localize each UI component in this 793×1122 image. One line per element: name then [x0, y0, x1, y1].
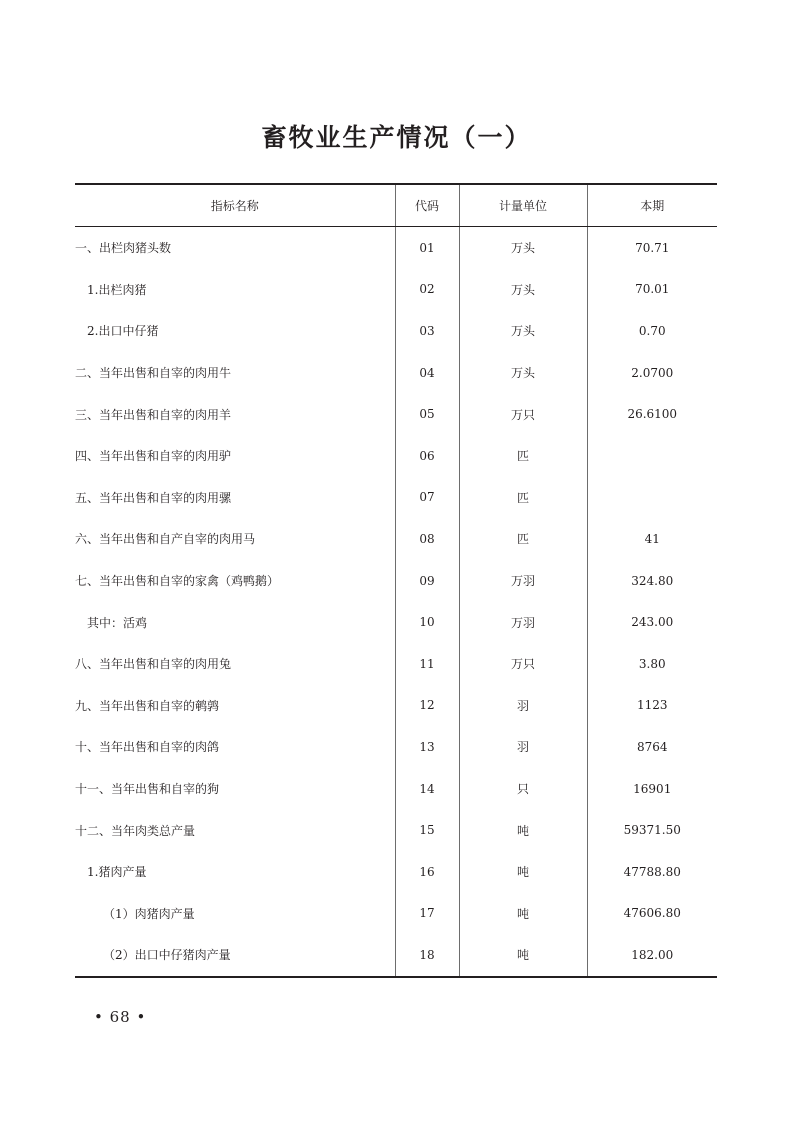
table-row: [75, 352, 717, 394]
row-unit: 万只: [459, 643, 587, 685]
row-value: 26.6100: [587, 393, 717, 435]
row-indicator-name: （1）肉猪肉产量: [103, 906, 195, 921]
row-indicator-name: 其中：活鸡: [87, 615, 148, 630]
row-unit: 羽: [459, 726, 587, 768]
row-unit: 匹: [459, 435, 587, 477]
table-row: [75, 934, 717, 977]
row-value: 3.80: [587, 643, 717, 685]
row-unit: 万头: [459, 269, 587, 311]
table-row: [75, 477, 717, 519]
row-unit: 万羽: [459, 601, 587, 643]
row-indicator-name: 1.出栏肉猪: [87, 282, 147, 297]
row-indicator-name: 十二、当年肉类总产量: [75, 823, 196, 838]
table-row: [75, 393, 717, 435]
row-indicator-name: 十、当年出售和自宰的肉鸽: [75, 740, 220, 755]
livestock-table-container: [75, 183, 717, 978]
row-unit: 只: [459, 768, 587, 810]
row-code: 07: [395, 477, 459, 519]
row-code: 15: [395, 809, 459, 851]
row-value: [587, 435, 717, 477]
row-code: 05: [395, 393, 459, 435]
header-indicator-name: 指标名称: [75, 184, 395, 227]
row-value: 47788.80: [587, 851, 717, 893]
row-unit: 吨: [459, 934, 587, 977]
row-unit: 万羽: [459, 560, 587, 602]
page-title: 畜牧业生产情况（一）: [261, 123, 532, 152]
header-code: 代码: [395, 184, 459, 227]
row-indicator-name: 三、当年出售和自宰的肉用羊: [75, 407, 232, 422]
header-current-period: 本期: [587, 184, 717, 227]
row-code: 13: [395, 726, 459, 768]
row-code: 14: [395, 768, 459, 810]
table-row: [75, 809, 717, 851]
row-unit: 匹: [459, 518, 587, 560]
livestock-production-table: [75, 183, 717, 978]
row-code: 01: [395, 227, 459, 269]
row-indicator-name: （2）出口中仔猪肉产量: [103, 948, 231, 963]
row-indicator-name: 十一、当年出售和自宰的狗: [75, 782, 220, 797]
row-value: 1123: [587, 685, 717, 727]
row-value: [587, 477, 717, 519]
row-indicator-name: 1.猪肉产量: [87, 865, 147, 880]
row-unit: 匹: [459, 477, 587, 519]
table-row: [75, 643, 717, 685]
table-row: [75, 269, 717, 311]
row-value: 16901: [587, 768, 717, 810]
row-value: 41: [587, 518, 717, 560]
table-row: [75, 435, 717, 477]
row-value: 70.01: [587, 269, 717, 311]
table-row: [75, 768, 717, 810]
row-indicator-name: 四、当年出售和自宰的肉用驴: [75, 449, 232, 464]
row-code: 12: [395, 685, 459, 727]
row-indicator-name: 一、出栏肉猪头数: [75, 241, 172, 256]
table-header-row: [75, 184, 717, 227]
row-unit: 吨: [459, 809, 587, 851]
page-number: • 68 •: [94, 1008, 147, 1026]
table-row: [75, 851, 717, 893]
header-unit: 计量单位: [459, 184, 587, 227]
row-unit: 万头: [459, 227, 587, 269]
row-value: 182.00: [587, 934, 717, 977]
row-code: 06: [395, 435, 459, 477]
row-code: 17: [395, 893, 459, 935]
table-row: [75, 685, 717, 727]
row-indicator-name: 七、当年出售和自宰的家禽（鸡鸭鹅）: [75, 574, 280, 589]
row-indicator-name: 二、当年出售和自宰的肉用牛: [75, 366, 232, 381]
row-indicator-name: 2.出口中仔猪: [87, 324, 159, 339]
table-row: [75, 227, 717, 269]
row-value: 2.0700: [587, 352, 717, 394]
row-code: 04: [395, 352, 459, 394]
table-row: [75, 518, 717, 560]
row-code: 16: [395, 851, 459, 893]
row-code: 08: [395, 518, 459, 560]
row-unit: 羽: [459, 685, 587, 727]
row-unit: 吨: [459, 893, 587, 935]
table-body: [75, 227, 717, 977]
row-value: 47606.80: [587, 893, 717, 935]
row-value: 8764: [587, 726, 717, 768]
table-row: [75, 560, 717, 602]
row-indicator-name: 八、当年出售和自宰的肉用兔: [75, 657, 232, 672]
row-code: 09: [395, 560, 459, 602]
row-code: 11: [395, 643, 459, 685]
row-value: 0.70: [587, 310, 717, 352]
row-unit: 万只: [459, 393, 587, 435]
row-code: 18: [395, 934, 459, 977]
table-row: [75, 726, 717, 768]
row-unit: 万头: [459, 310, 587, 352]
table-row: [75, 310, 717, 352]
row-indicator-name: 九、当年出售和自宰的鹌鹑: [75, 698, 220, 713]
row-unit: 万头: [459, 352, 587, 394]
table-row: [75, 601, 717, 643]
row-indicator-name: 五、当年出售和自宰的肉用骡: [75, 490, 232, 505]
row-value: 324.80: [587, 560, 717, 602]
row-value: 70.71: [587, 227, 717, 269]
row-unit: 吨: [459, 851, 587, 893]
row-code: 03: [395, 310, 459, 352]
row-code: 02: [395, 269, 459, 311]
row-indicator-name: 六、当年出售和自产自宰的肉用马: [75, 532, 256, 547]
table-row: [75, 893, 717, 935]
row-value: 243.00: [587, 601, 717, 643]
row-code: 10: [395, 601, 459, 643]
row-value: 59371.50: [587, 809, 717, 851]
